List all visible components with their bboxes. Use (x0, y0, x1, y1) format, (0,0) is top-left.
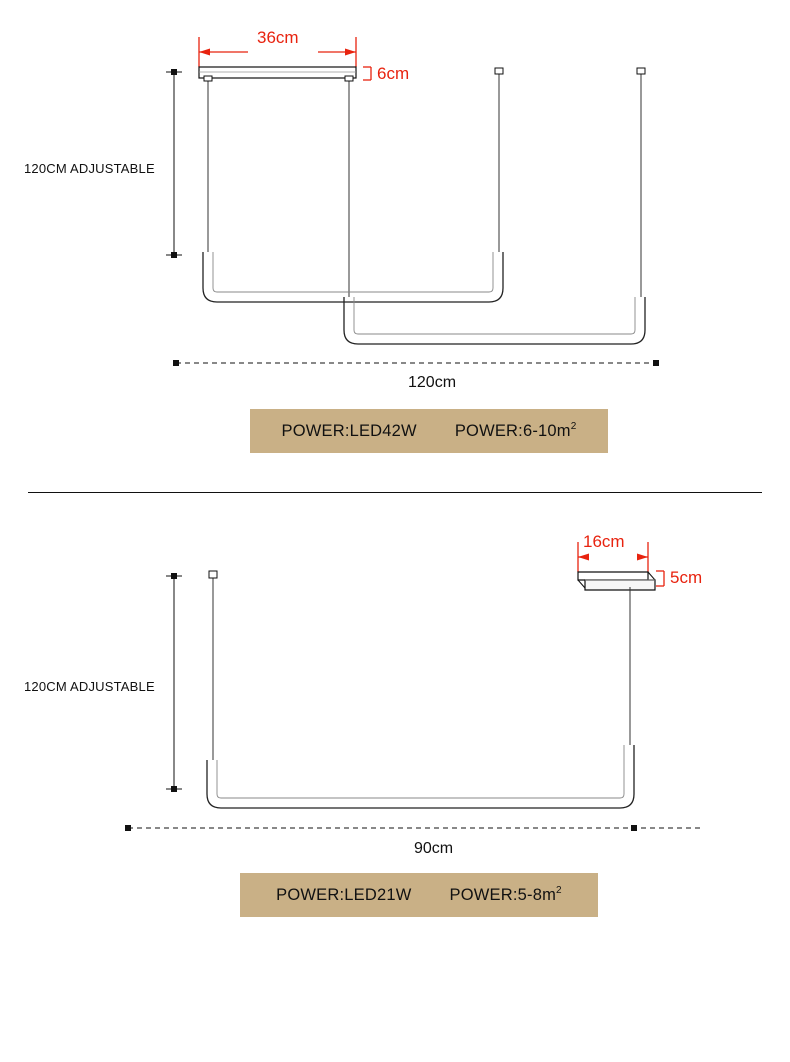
total-width-label-large: 120cm (408, 374, 457, 391)
power-wattage-small: POWER:LED21W (276, 885, 412, 904)
total-width-dimension-small (125, 825, 700, 831)
led-tube-lower-large (344, 297, 645, 344)
adjustable-label-small: 120CM ADJUSTABLE (24, 679, 155, 694)
power-bar-small (240, 873, 598, 917)
adjustable-label-large: 120CM ADJUSTABLE (24, 161, 155, 176)
panel-small-fixture (0, 492, 790, 1062)
adjustable-height-dimension-large (166, 69, 182, 258)
power-area-superscript-small: 2 (556, 885, 562, 897)
power-area-large: POWER:6-10m2 (454, 421, 577, 440)
panel-large-fixture (0, 0, 790, 492)
power-area-superscript-large: 2 (570, 421, 577, 433)
power-bar-large (250, 409, 608, 453)
total-width-label-small: 90cm (414, 840, 454, 857)
adjustable-height-dimension-small (166, 573, 182, 792)
canopy-plate-small (578, 572, 655, 590)
led-tube-upper-large (203, 252, 503, 302)
canopy-plate-large (199, 67, 356, 78)
power-area-small: POWER:5-8m2 (449, 885, 562, 904)
canopy-height-label-large: 6cm (377, 64, 410, 83)
led-tube-small (207, 745, 634, 808)
canopy-height-label-small: 5cm (670, 568, 703, 587)
top-width-label-large: 36cm (257, 28, 299, 47)
suspension-wires-large (208, 72, 641, 297)
suspension-wires-small (213, 576, 630, 760)
total-width-dimension-large (173, 360, 659, 366)
canopy-height-dimension-small (656, 571, 664, 586)
canopy-height-dimension-large (363, 67, 371, 80)
wire-ceiling-mounts-small (209, 571, 217, 578)
power-wattage-large: POWER:LED42W (281, 421, 417, 440)
top-width-label-small: 16cm (583, 532, 625, 551)
